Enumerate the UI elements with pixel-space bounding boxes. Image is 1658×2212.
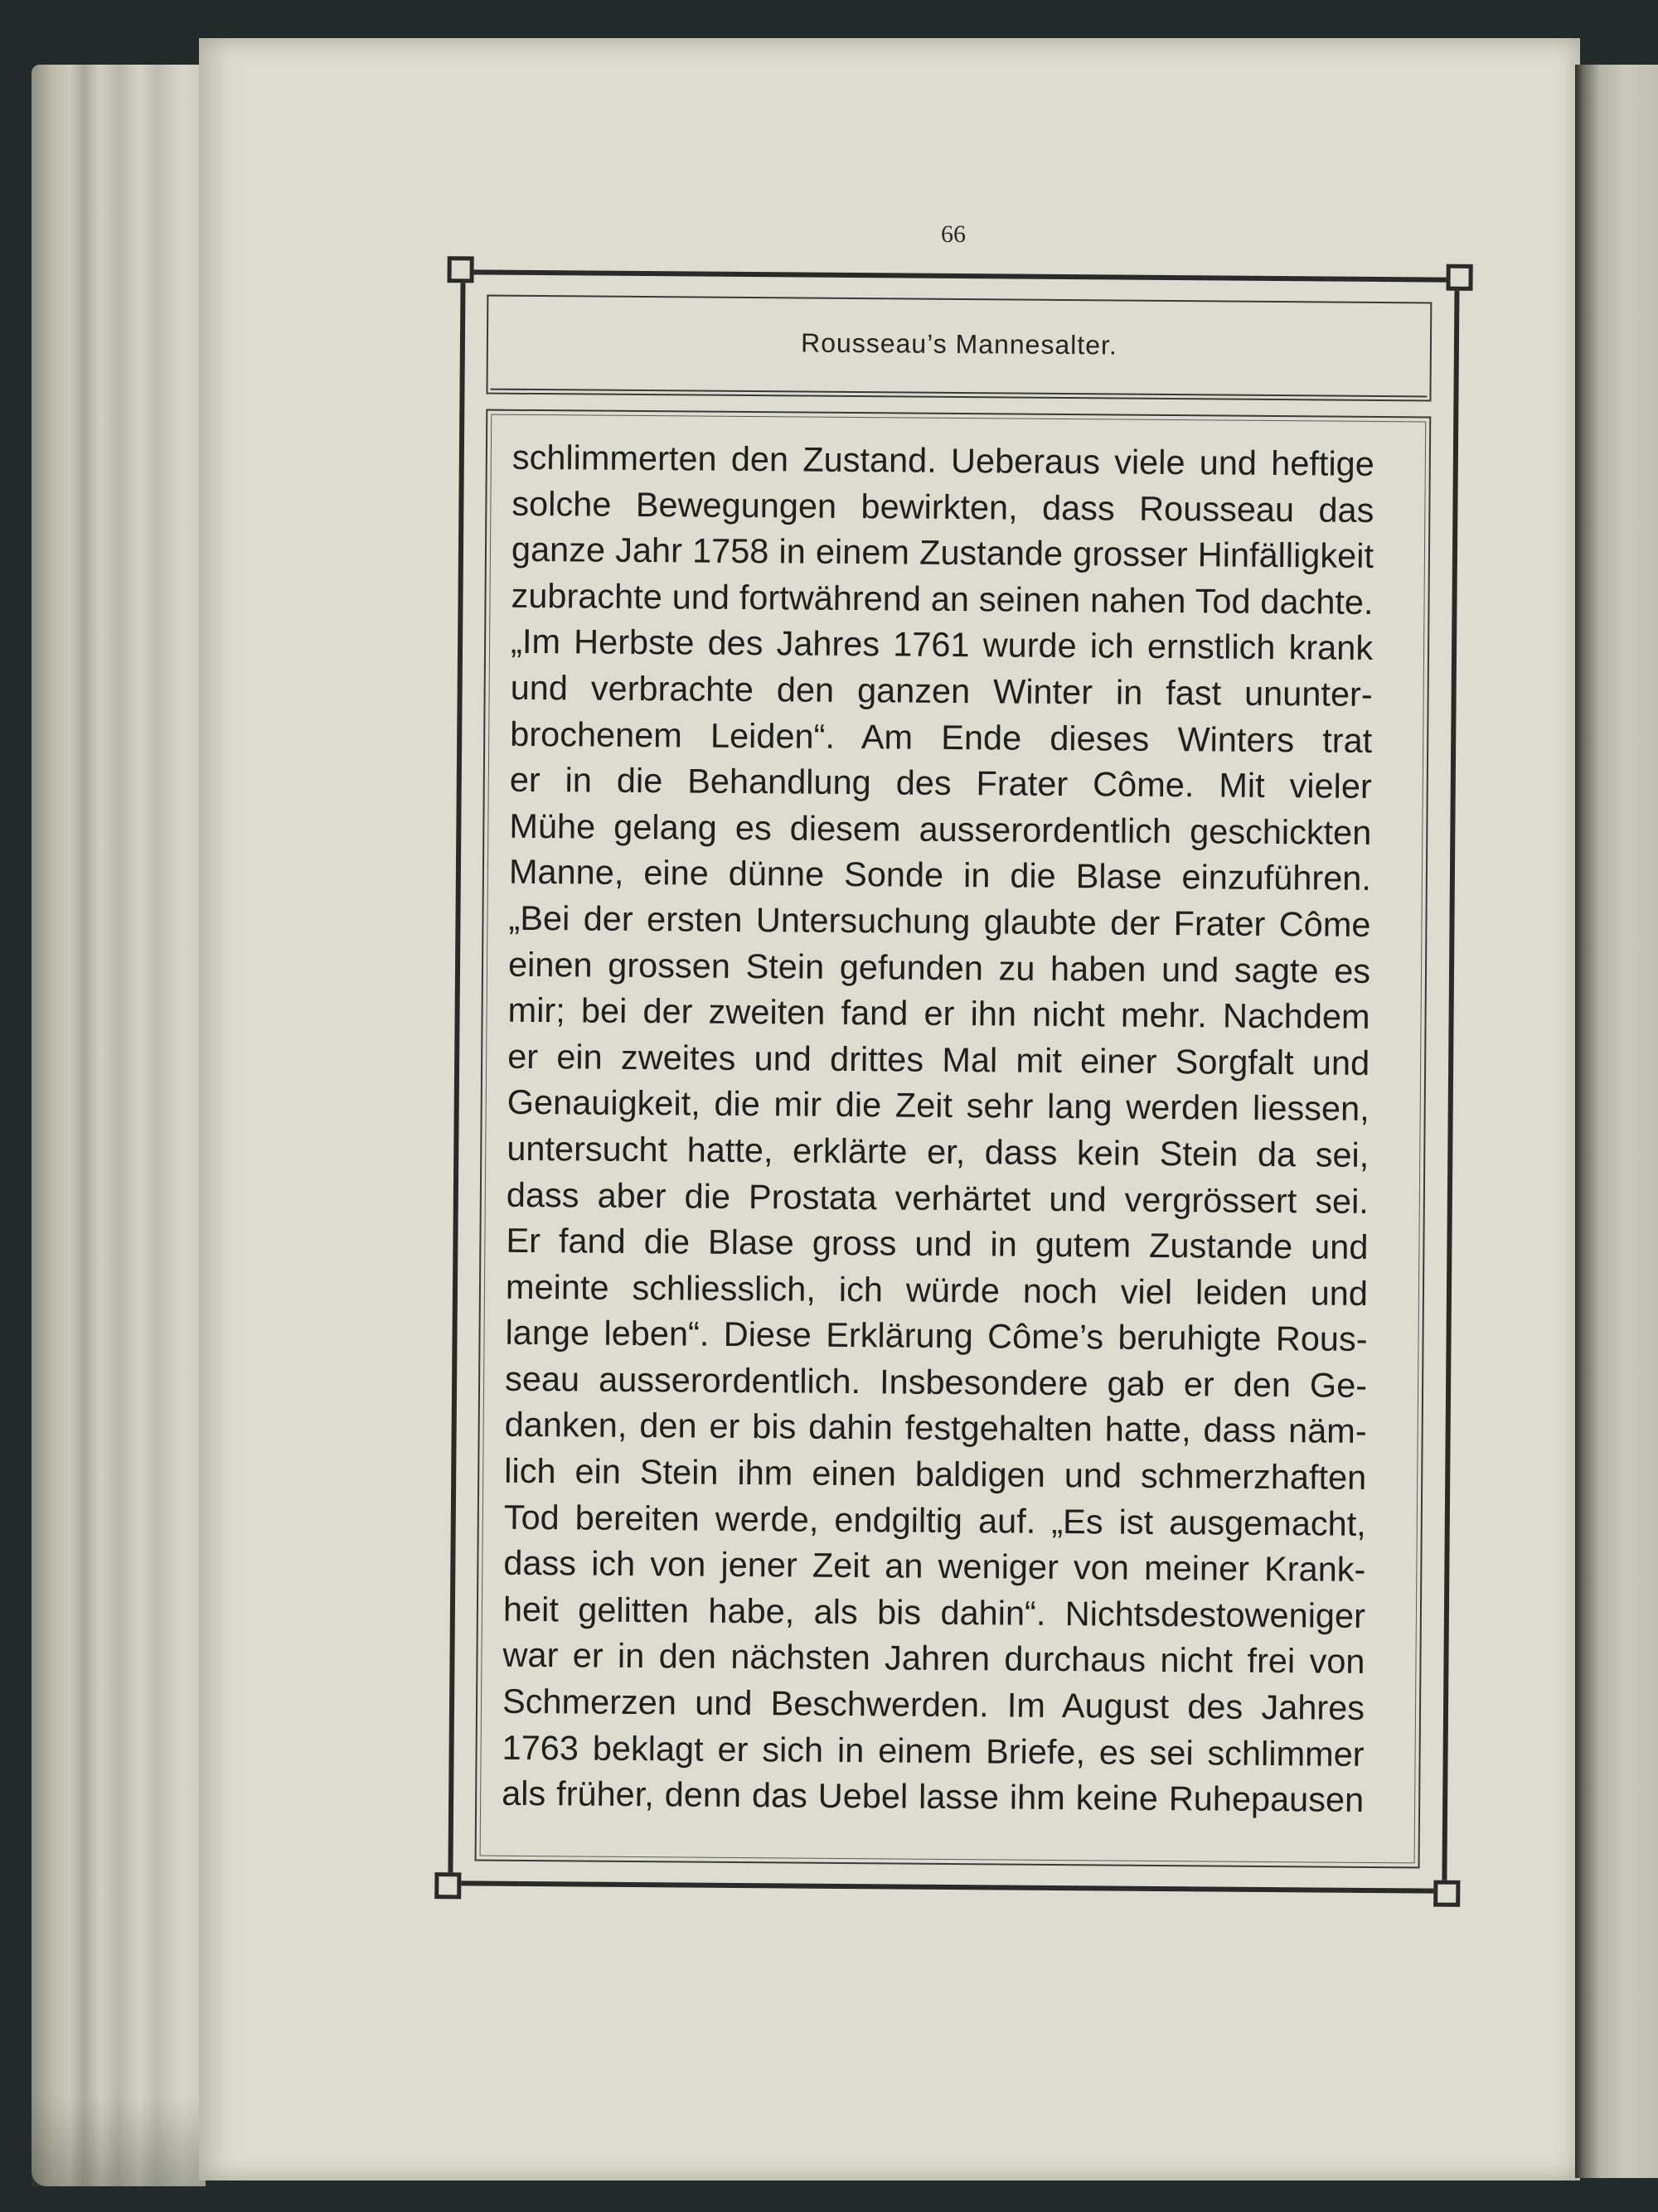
page-number: 66 — [941, 220, 966, 248]
text-line: schlimmerten den Zustand. Ueberaus viele und heftige — [511, 437, 1375, 483]
text-line: dass ich von jener Zeit an weniger von meiner Krank- — [503, 1543, 1366, 1590]
text-line: Schmerzen und Beschwerden. Im August des Jahres — [502, 1681, 1365, 1727]
text-line: lange leben“. Diese Erklärung Côme’s beruhigte Rous- — [505, 1313, 1368, 1359]
text-line: untersucht hatte, erklärte er, dass kein Stein da sei, — [507, 1128, 1370, 1174]
text-line: war er in den nächsten Jahren durchaus nicht frei von — [502, 1635, 1365, 1682]
frame-corner-top-right — [1446, 264, 1472, 291]
text-line: und verbrachte den ganzen Winter in fast ununter- — [510, 667, 1373, 714]
text-line: Genauigkeit, die mir die Zeit sehr lang werden liessen, — [507, 1082, 1370, 1129]
text-line: einen grossen Stein gefunden zu haben und sagte es — [507, 944, 1371, 990]
text-line: als früher, denn das Uebel lasse ihm keine Ruhepausen — [502, 1773, 1365, 1820]
body-text — [502, 434, 1374, 1823]
text-line: brochenem Leiden“. Am Ende dieses Winters trat — [510, 714, 1373, 760]
text-line: Tod bereiten werde, endgiltig auf. „Es ist ausgemacht, — [503, 1497, 1366, 1543]
text-line: zubrachte und fortwährend an seinen nahen Tod dachte. — [511, 575, 1374, 622]
text-line: er in die Behandlung des Frater Côme. Mit vieler — [509, 759, 1372, 806]
text-line: ganze Jahr 1758 in einem Zustande grosser Hinfälligkeit — [511, 529, 1374, 576]
text-line: heit gelitten habe, als bis dahin“. Nichtsdestoweniger — [502, 1589, 1366, 1635]
running-head-box — [486, 295, 1432, 402]
text-line: dass aber die Prostata verhärtet und vergrössert sei. — [506, 1174, 1370, 1221]
text-line: er ein zweites und drittes Mal mit einer Sorgfalt und — [507, 1036, 1370, 1082]
frame-corner-bottom-left — [434, 1872, 461, 1899]
text-line: seau ausserordentlich. Insbesondere gab er den Ge- — [504, 1358, 1368, 1405]
frame-corner-bottom-right — [1433, 1880, 1460, 1907]
text-line: 1763 beklagt er sich in einem Briefe, es sei schlimmer — [502, 1727, 1365, 1774]
text-line: Manne, eine dünne Sonde in die Blase einzuführen. — [508, 852, 1372, 898]
text-line: „Im Herbste des Jahres 1761 wurde ich ernstlich krank — [510, 622, 1374, 668]
text-line: Mühe gelang es diesem ausserordentlich geschickten — [509, 806, 1372, 852]
text-line: „Bei der ersten Untersuchung glaubte der Frater Côme — [508, 898, 1371, 944]
running-head: Rousseau’s Mannesalter. — [800, 327, 1117, 361]
text-line: danken, den er bis dahin festgehalten hatte, dass näm- — [504, 1405, 1367, 1451]
text-line: mir; bei der zweiten fand er ihn nicht mehr. Nachdem — [507, 990, 1370, 1037]
text-line: lich ein Stein ihm einen baldigen und schmerzhaften — [504, 1450, 1367, 1497]
text-line: Er fand die Blase gross und in gutem Zustande und — [506, 1220, 1369, 1267]
text-line: solche Bewegungen bewirkten, dass Rousseau das — [511, 483, 1374, 530]
frame-corner-top-left — [448, 256, 474, 283]
text-line: meinte schliesslich, ich würde noch viel leiden und — [505, 1266, 1369, 1313]
